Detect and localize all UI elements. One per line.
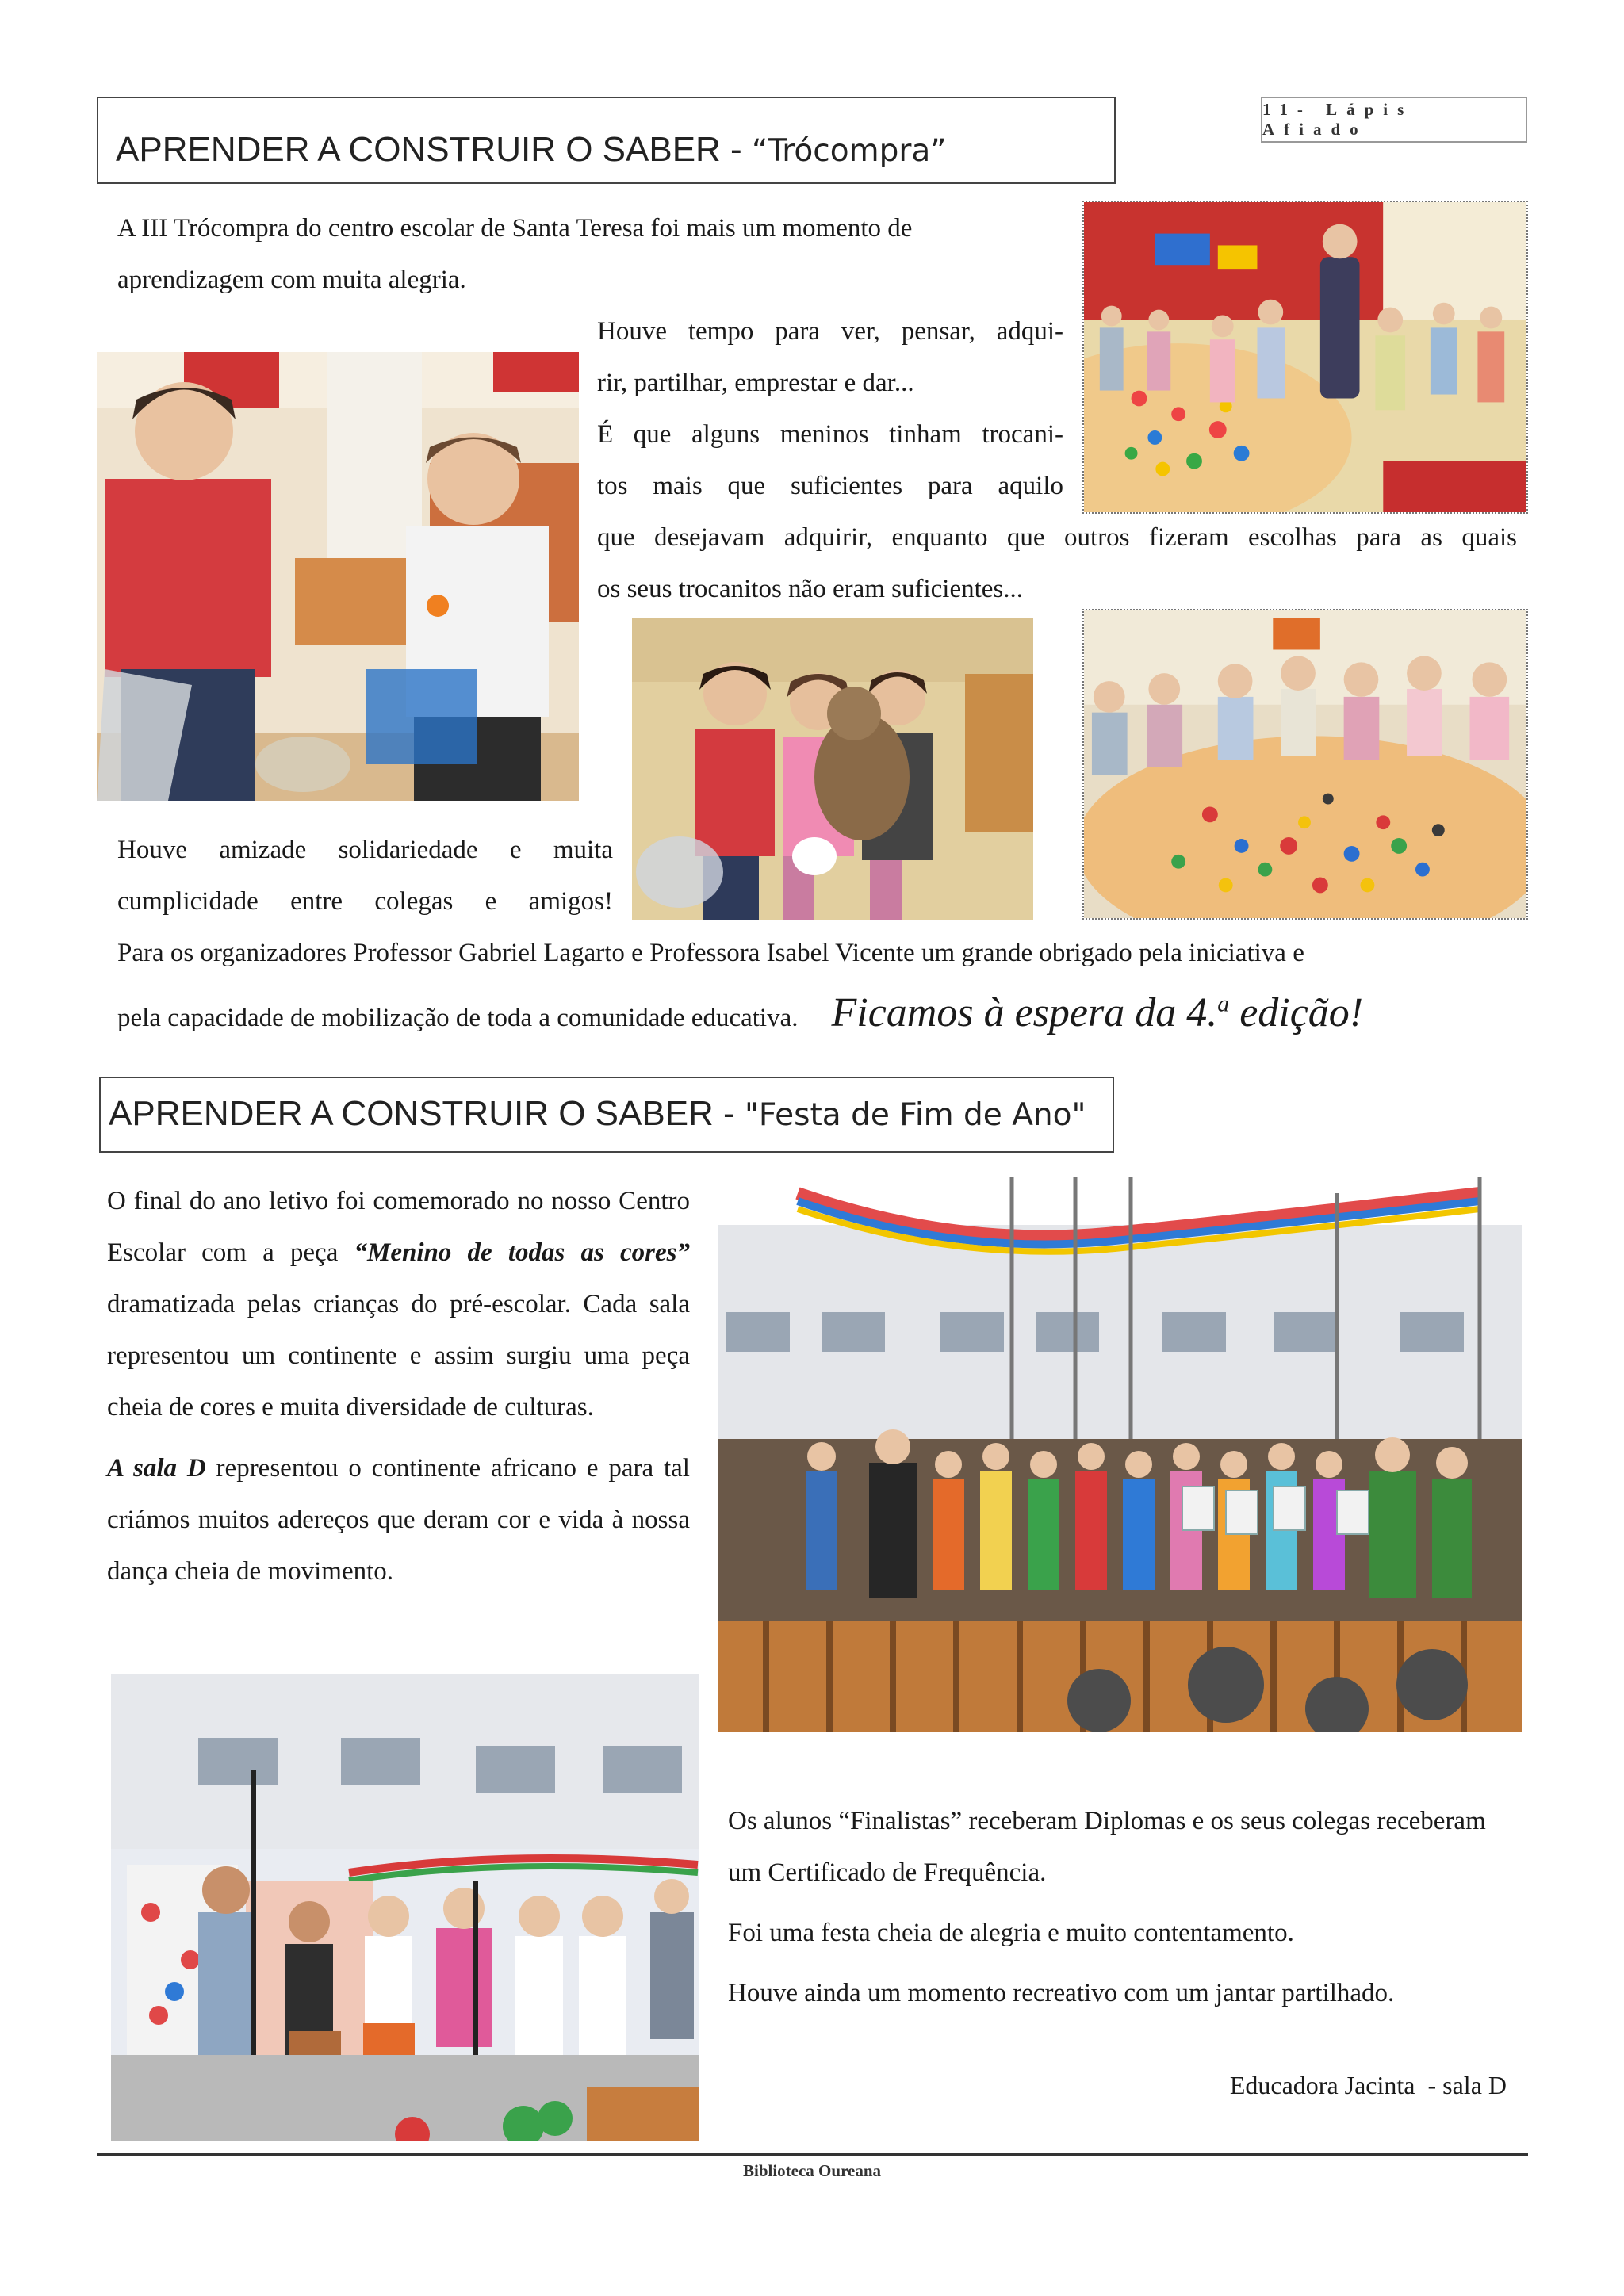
closing-suffix: edição! <box>1229 990 1364 1035</box>
photo-two-boys <box>97 352 579 801</box>
mobilization-line: pela capacidade de mobilização de toda a comunidade educativa. <box>117 1004 799 1032</box>
photo-stage-performance <box>718 1177 1522 1732</box>
friendship-line-1: Houve amizade solidariedade e muita <box>117 836 613 864</box>
middle-line-2: rir, partilhar, emprestar e dar... <box>597 369 914 397</box>
section2-subtitle: "Festa de Fim de Ano" <box>744 1097 1086 1133</box>
section2-title-box <box>99 1077 1114 1153</box>
section2-paragraph-2 <box>107 1443 690 1598</box>
section1-subtitle: “Trócompra” <box>751 133 947 169</box>
section1-intro <box>117 203 1065 306</box>
photo-africa-dance <box>111 1674 699 2141</box>
p1-bold: “Menino de todas as cores” <box>354 1238 691 1267</box>
page-label: 11- Lápis Afiado <box>1262 100 1414 139</box>
footer-text: Biblioteca Oureana <box>742 2161 882 2180</box>
closing-remark <box>831 990 1363 1035</box>
page-label-box <box>1261 97 1527 143</box>
section1-thanks <box>117 928 1513 979</box>
section1-title: APRENDER A CONSTRUIR O SABER - <box>116 130 752 169</box>
section1-full-lines <box>597 512 1517 615</box>
p2-text: representou o continente africano e para tal criámos muitos adereços que deram cor e vida à nossa dança cheia de movimento. <box>107 1454 690 1586</box>
middle-line-4: tos mais que suficientes para aquilo <box>597 472 1063 500</box>
middle-line-1: Houve tempo para ver, pensar, adqui- <box>597 317 1063 346</box>
footer-rule <box>97 2153 1528 2156</box>
section1-closing <box>117 989 1521 1036</box>
section1-title-box <box>97 97 1116 184</box>
full-line-1: que desejavam adquirir, enquanto que outros fizeram escolhas para as quais <box>597 523 1517 552</box>
p2-bold: A sala D <box>107 1454 206 1483</box>
signature: Educadora Jacinta - sala D <box>1229 2071 1507 2099</box>
party-text: Foi uma festa cheia de alegria e muito contentamento. <box>728 1919 1294 1947</box>
section1-friendship <box>117 825 613 928</box>
section2-left-text <box>107 1176 690 1598</box>
closing-prefix: Ficamos à espera da 4. <box>831 990 1218 1035</box>
photo-children-around-table <box>1082 609 1528 920</box>
photo-toy-exchange-room <box>1082 201 1528 514</box>
section1-middle <box>597 306 1063 512</box>
middle-line-3: É que alguns meninos tinham trocani- <box>597 420 1063 449</box>
thanks-line: Para os organizadores Professor Gabriel Lagarto e Professora Isabel Vicente um grande obrigado pela iniciativa e <box>117 939 1304 967</box>
closing-sup: a <box>1217 990 1230 1017</box>
full-line-2: os seus trocanitos não eram suficientes... <box>597 575 1024 603</box>
dinner-text: Houve ainda um momento recreativo com um jantar partilhado. <box>728 1979 1395 2007</box>
section2-right-text <box>728 1796 1521 2019</box>
photo-three-girls <box>632 618 1033 920</box>
p1-text-b: dramatizada pelas crianças do pré-escolar. Cada sala representou um continente e assim surgiu uma peça cheia de cores e muita diversidade de culturas. <box>107 1290 690 1422</box>
section2-paragraph-1 <box>107 1176 690 1433</box>
friendship-line-2: cumplicidade entre colegas e amigos! <box>117 887 613 916</box>
p1-text-a: O final do ano letivo foi comemorado no nosso Centro Escolar com a peça <box>107 1187 690 1267</box>
section1-intro-text: A III Trócompra do centro escolar de Santa Teresa foi mais um momento de aprendizagem com muita alegria. <box>117 214 913 294</box>
finalists-text: Os alunos “Finalistas” receberam Diplomas e os seus colegas receberam um Certificado de Frequência. <box>728 1807 1486 1887</box>
section2-title: APRENDER A CONSTRUIR O SABER - <box>109 1094 745 1133</box>
